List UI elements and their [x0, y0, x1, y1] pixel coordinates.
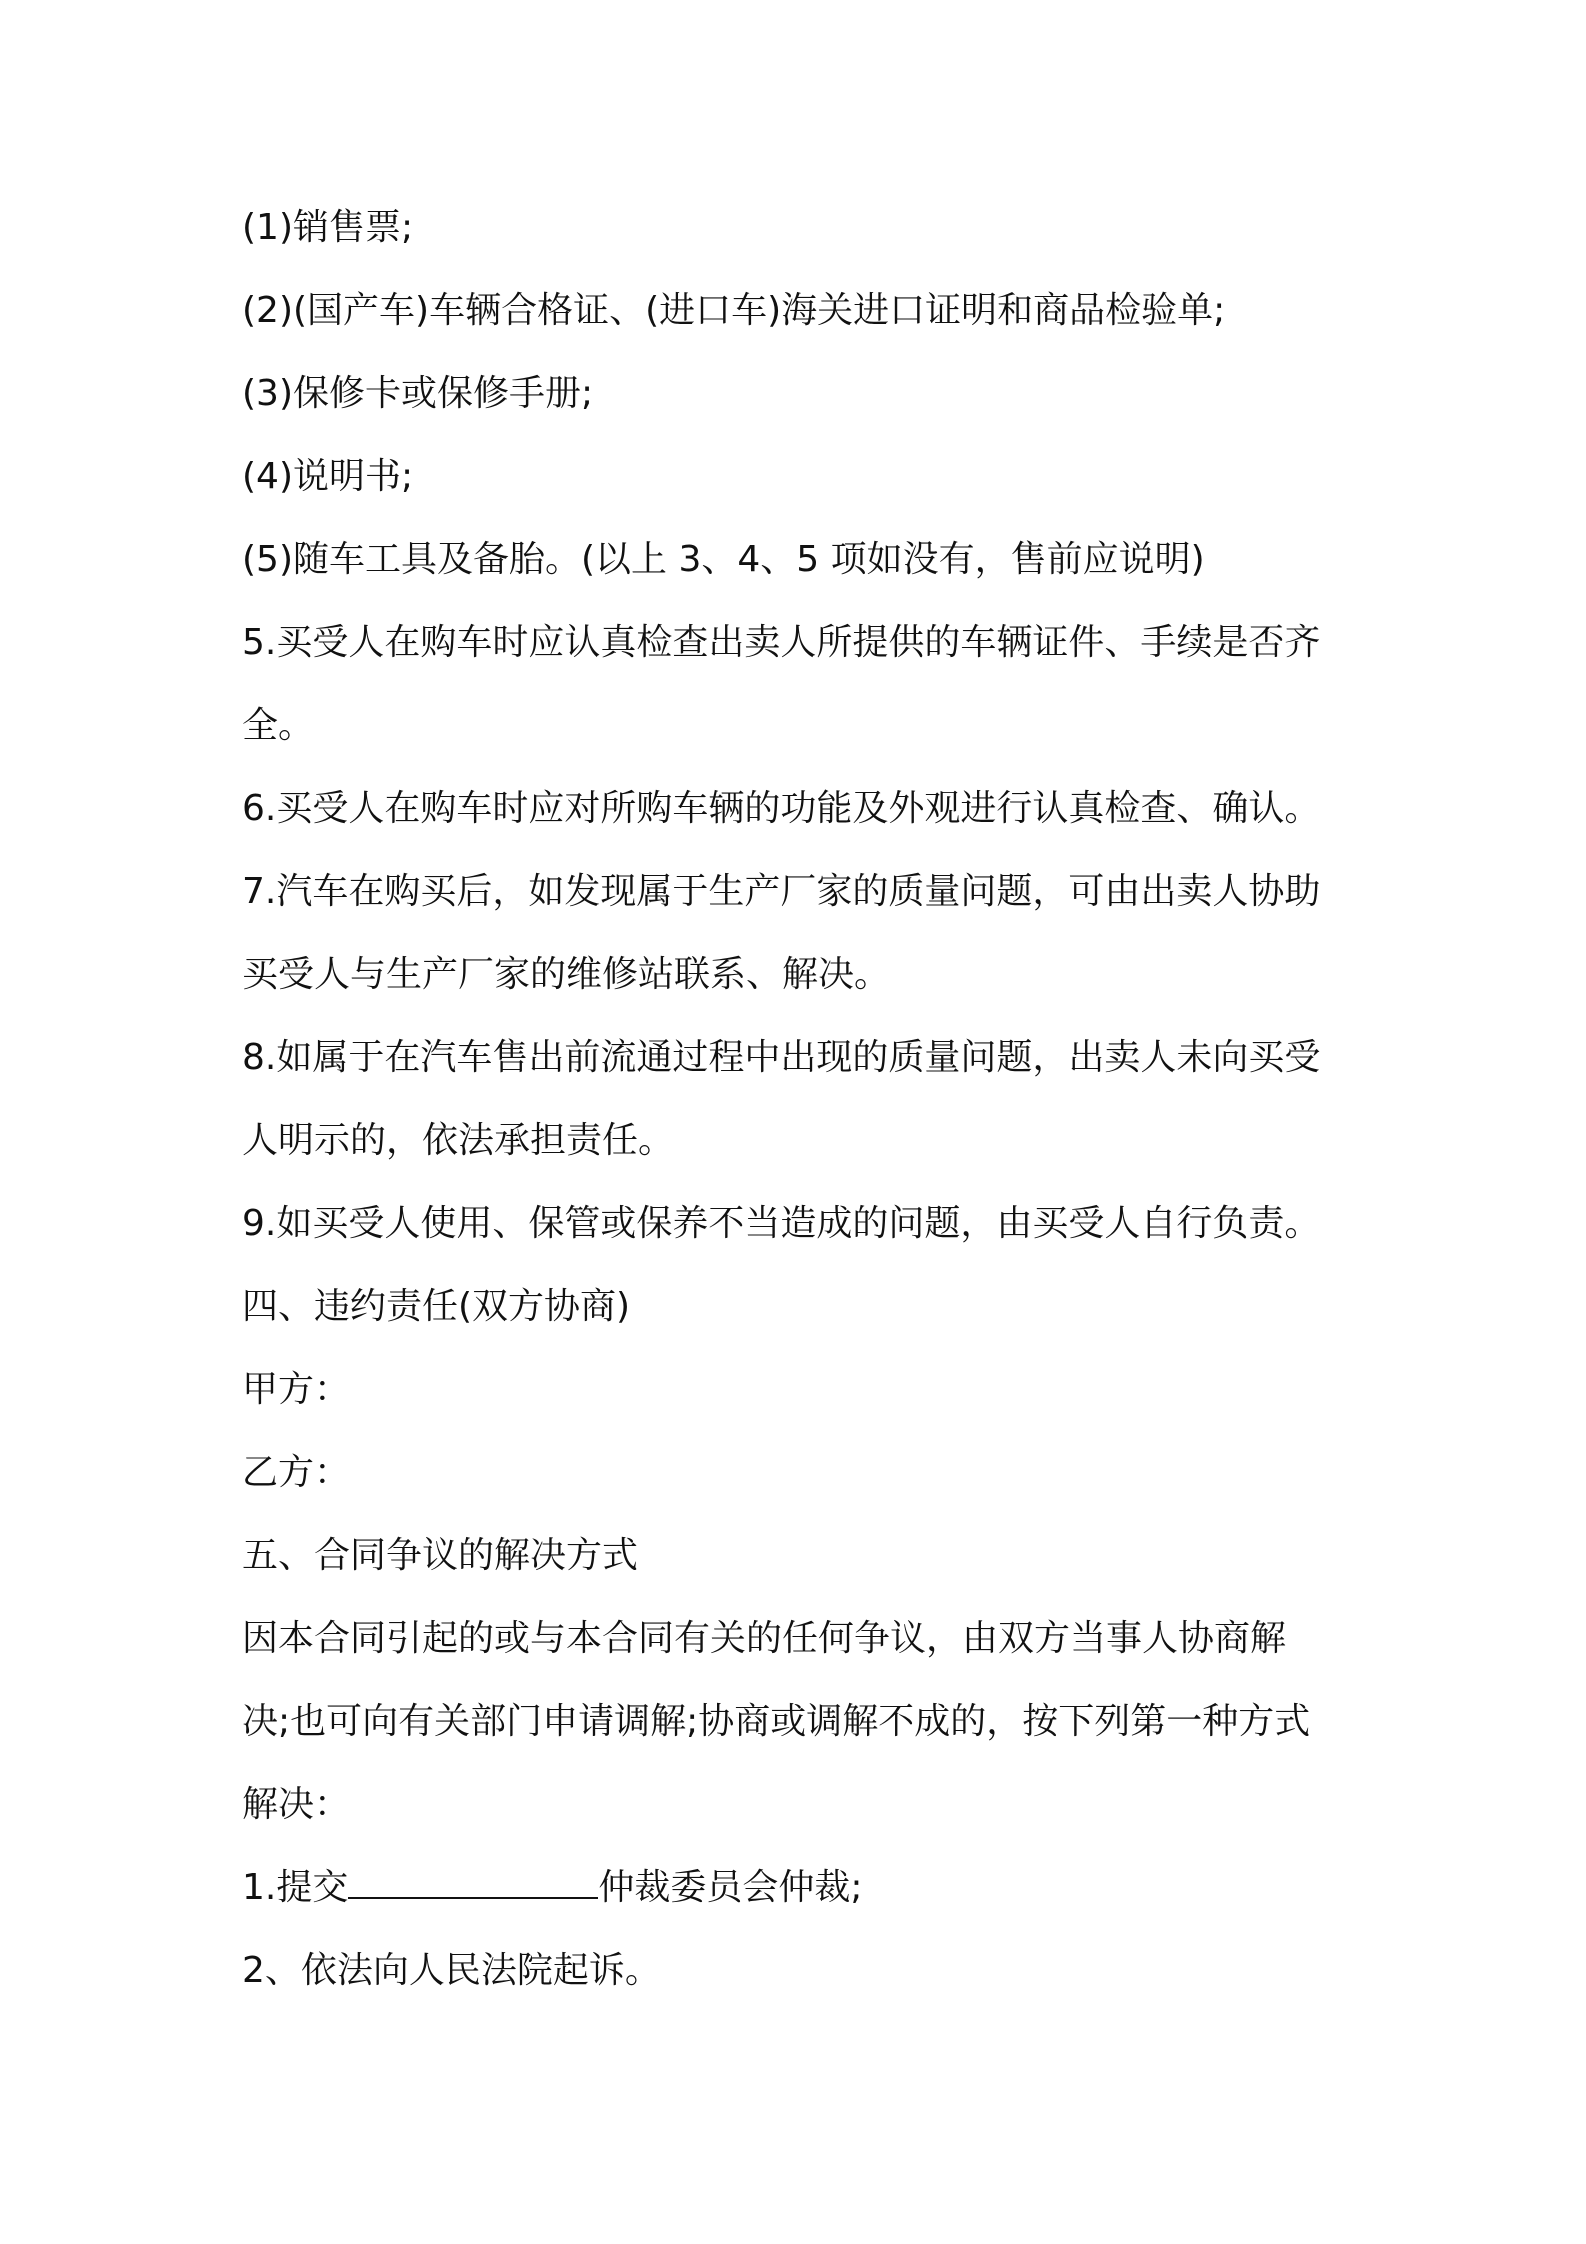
litigation-option: 2、依法向人民法院起诉。: [242, 1950, 661, 1991]
arbitration-suffix: 仲裁委员会仲裁;: [598, 1867, 863, 1908]
section-5-heading: 五、合同争议的解决方式: [242, 1535, 639, 1576]
document-body: [242, 186, 1372, 2012]
clause-7-line-1: 7.汽车在购买后，如发现属于生产厂家的质量问题，可由出卖人协助: [242, 871, 1321, 912]
clause-8-line-1: 8.如属于在汽车售出前流通过程中出现的质量问题，出卖人未向买受: [242, 1037, 1321, 1078]
clause-9: 9.如买受人使用、保管或保养不当造成的问题，由买受人自行负责。: [242, 1203, 1321, 1244]
item-sales-invoice: (1)销售票;: [242, 207, 414, 248]
arbitration-prefix: 1.提交: [242, 1867, 349, 1908]
item-vehicle-certificate: (2)(国产车)车辆合格证、(进口车)海关进口证明和商品检验单;: [242, 290, 1226, 331]
item-manual: (4)说明书;: [242, 456, 414, 497]
clause-7-line-2: 买受人与生产厂家的维修站联系、解决。: [242, 954, 891, 995]
party-a-label: 甲方：: [242, 1369, 351, 1410]
clause-5-line-1: 5.买受人在购车时应认真检查出卖人所提供的车辆证件、手续是否齐: [242, 622, 1321, 663]
item-tools-spare-tire: (5)随车工具及备胎。(以上 3、4、5 项如没有，售前应说明): [242, 539, 1205, 580]
section-4-heading: 四、违约责任(双方协商): [242, 1286, 631, 1327]
arbitration-blank-field: [348, 1867, 598, 1899]
clause-6: 6.买受人在购车时应对所购车辆的功能及外观进行认真检查、确认。: [242, 788, 1321, 829]
dispute-paragraph-line-2: 决;也可向有关部门申请调解;协商或调解不成的，按下列第一种方式: [242, 1701, 1311, 1742]
party-b-label: 乙方：: [242, 1452, 351, 1493]
dispute-paragraph-line-1: 因本合同引起的或与本合同有关的任何争议，由双方当事人协商解: [242, 1618, 1287, 1659]
clause-5-line-2: 全。: [242, 705, 315, 746]
item-warranty-card: (3)保修卡或保修手册;: [242, 373, 594, 414]
arbitration-option: [242, 1846, 1372, 1929]
dispute-paragraph-line-3: 解决：: [242, 1784, 351, 1825]
clause-8-line-2: 人明示的，依法承担责任。: [242, 1120, 675, 1161]
